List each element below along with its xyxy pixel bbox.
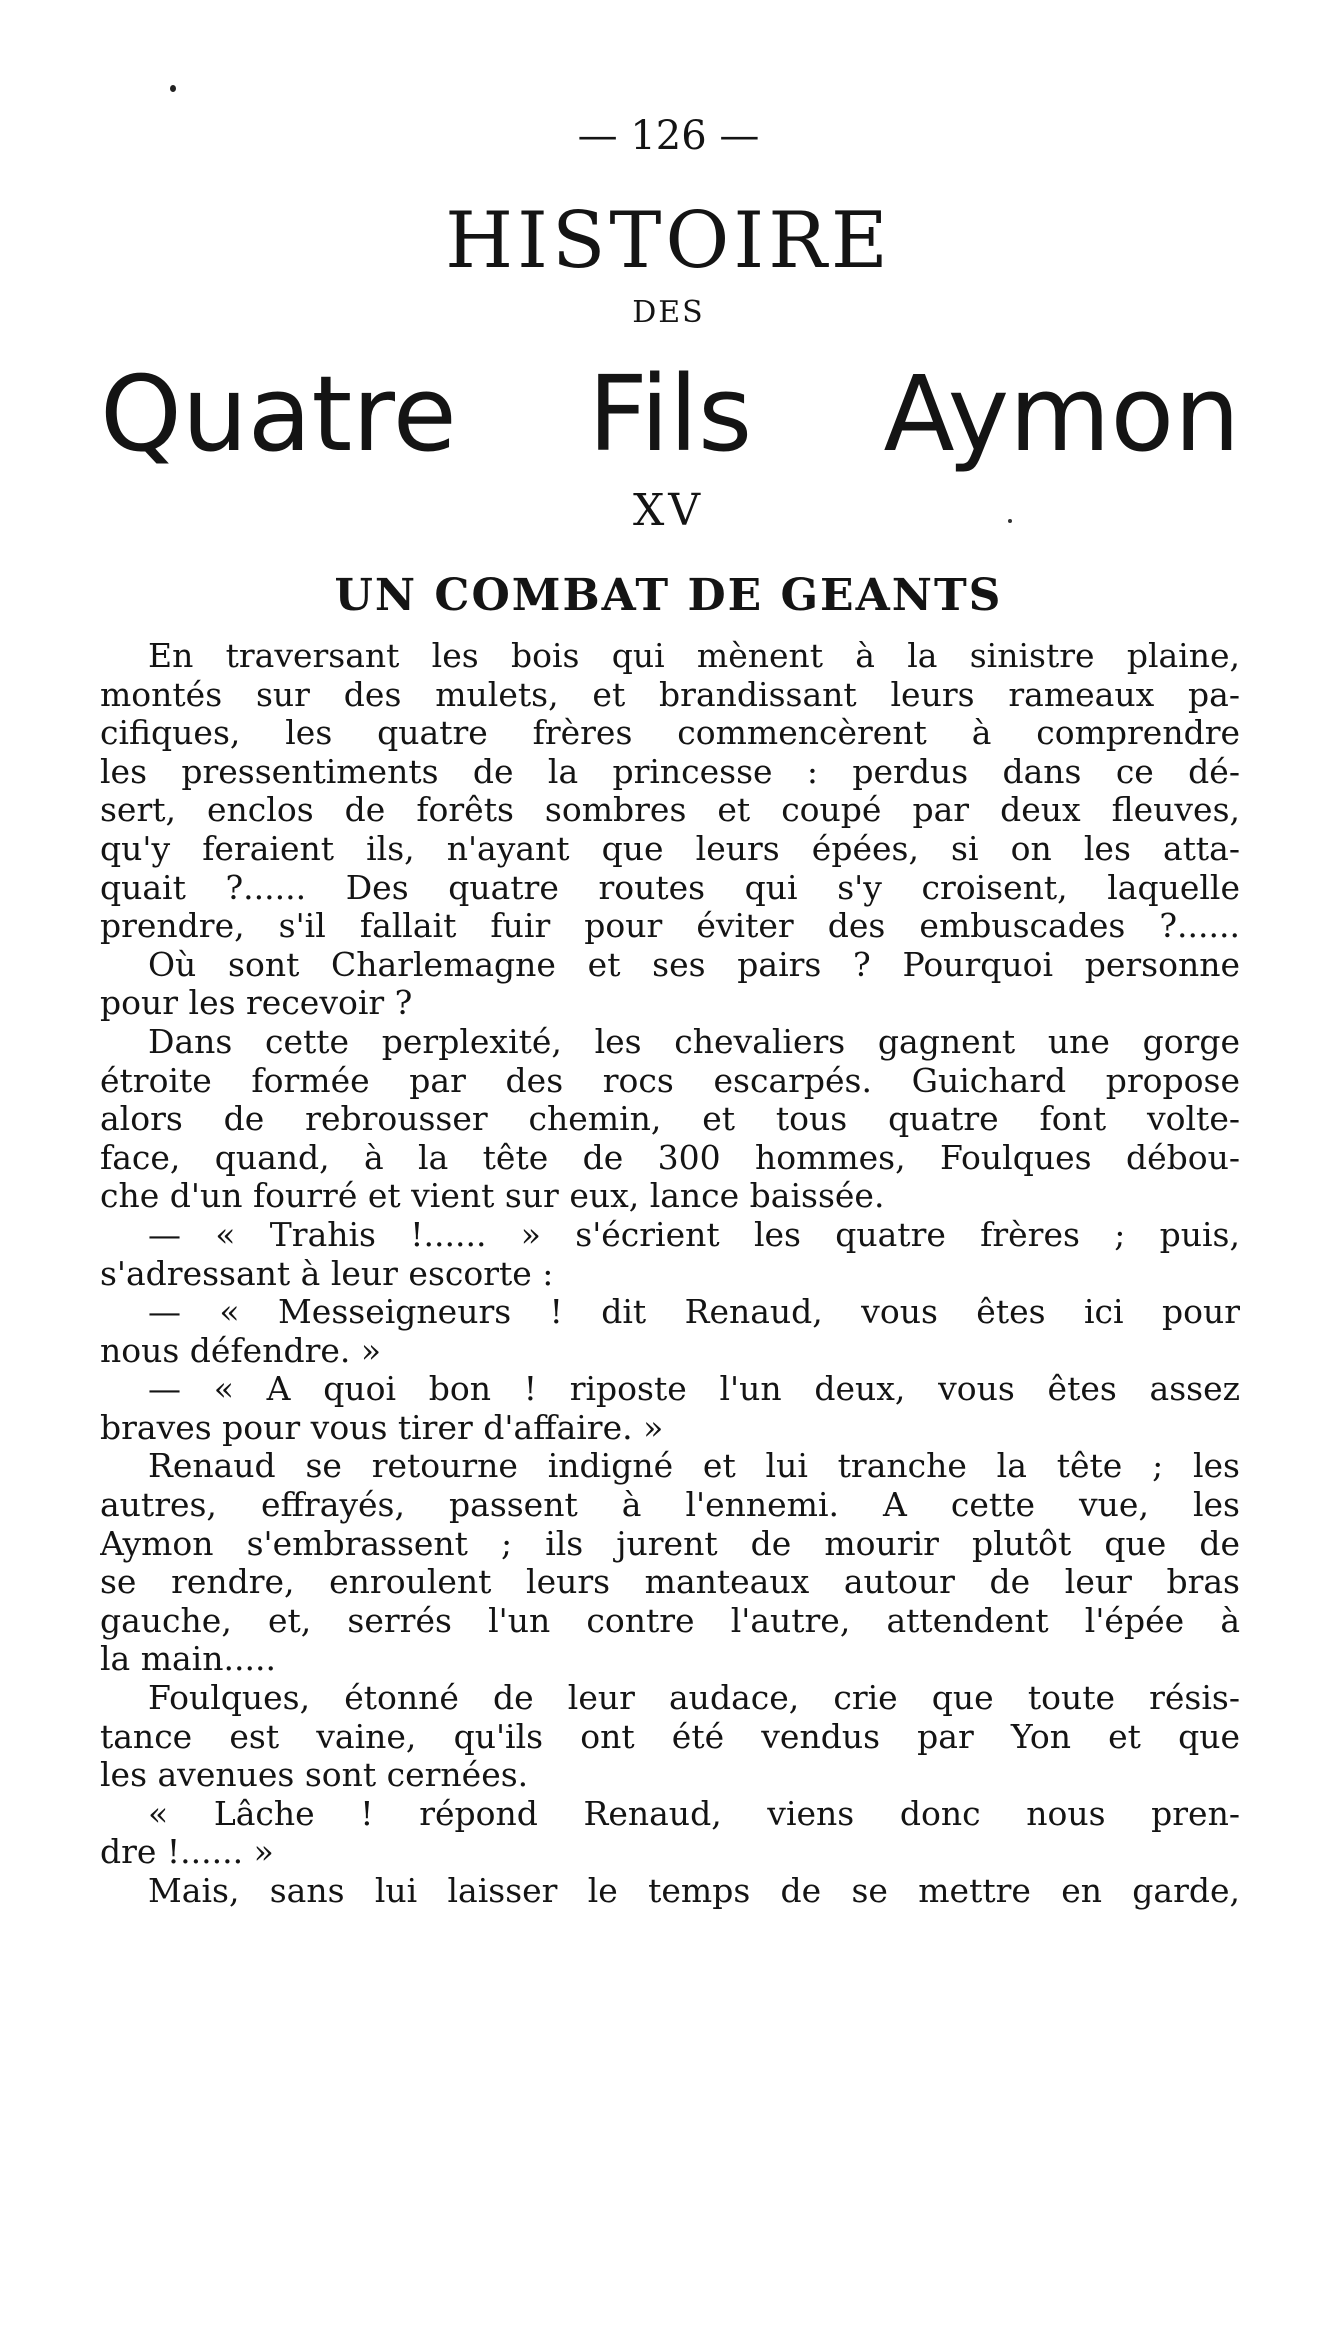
text-line: — « Messeigneurs ! dit Renaud, vous êtes ici pour [148,1293,1240,1332]
text-line: se rendre, enroulent leurs manteaux autour de leur bras [100,1563,1240,1602]
chapter-title: UN COMBAT DE GEANTS [334,570,1003,621]
page-number: — 126 — [577,113,760,159]
main-title [100,352,1240,476]
ink-speck [170,85,176,92]
text-line: s'adressant à leur escorte : [100,1254,554,1293]
chapter-number: XV [632,485,705,536]
body-text [100,637,1240,1911]
text-line: les avenues sont cernées. [100,1756,529,1795]
main-title-word: Fils [588,353,753,475]
text-line: nous défendre. » [100,1331,382,1370]
text-line: autres, effrayés, passent à l'ennemi. A cette vue, les [100,1486,1240,1525]
text-line: sert, enclos de forêts sombres et coupé par deux fleuves, [100,791,1240,830]
main-title-word: Quatre [100,353,457,475]
text-line: gauche, et, serrés l'un contre l'autre, attendent l'épée à [100,1601,1240,1640]
text-line: pour les recevoir ? [100,984,413,1023]
title-histoire: HISTOIRE [445,196,892,286]
text-line: montés sur des mulets, et brandissant leurs rameaux pa- [100,675,1240,714]
text-line: Renaud se retourne indigné et lui tranche la tête ; les [148,1447,1240,1486]
text-line: la main..... [100,1640,276,1679]
text-line: — « Trahis !...... » s'écrient les quatre frères ; puis, [148,1215,1240,1254]
text-line: che d'un fourré et vient sur eux, lance baissée. [100,1177,885,1216]
text-line: étroite formée par des rocs escarpés. Guichard propose [100,1061,1240,1100]
title-connector: DES [632,295,705,330]
text-line: Mais, sans lui laisser le temps de se mettre en garde, [148,1872,1240,1910]
text-line: Où sont Charlemagne et ses pairs ? Pourquoi personne [148,945,1240,984]
text-line: dre !...... » [100,1833,274,1872]
main-title-word: Aymon [883,353,1240,475]
text-line: alors de rebrousser chemin, et tous quatre font volte- [100,1100,1240,1139]
text-line: Dans cette perplexité, les chevaliers gagnent une gorge [148,1022,1240,1061]
ink-dot [1008,519,1012,523]
text-line: face, quand, à la tête de 300 hommes, Foulques débou- [100,1138,1240,1177]
text-line: qu'y feraient ils, n'ayant que leurs épées, si on les atta- [100,829,1240,868]
text-line: quait ?...... Des quatre routes qui s'y croisent, laquelle [100,868,1240,907]
text-line: Foulques, étonné de leur audace, crie que toute résis- [148,1679,1240,1718]
text-line: « Lâche ! répond Renaud, viens donc nous pren- [148,1794,1240,1833]
text-line: Aymon s'embrassent ; ils jurent de mourir plutôt que de [100,1524,1240,1563]
text-line: En traversant les bois qui mènent à la sinistre plaine, [148,637,1240,675]
text-line: cifiques, les quatre frères commencèrent à comprendre [100,714,1240,753]
text-line: prendre, s'il fallait fuir pour éviter des embuscades ?...... [100,907,1240,946]
text-line: les pressentiments de la princesse : perdus dans ce dé- [100,752,1240,791]
text-line: — « A quoi bon ! riposte l'un deux, vous êtes assez [148,1370,1240,1409]
text-line: tance est vaine, qu'ils ont été vendus par Yon et que [100,1717,1240,1756]
text-line: braves pour vous tirer d'affaire. » [100,1408,664,1447]
